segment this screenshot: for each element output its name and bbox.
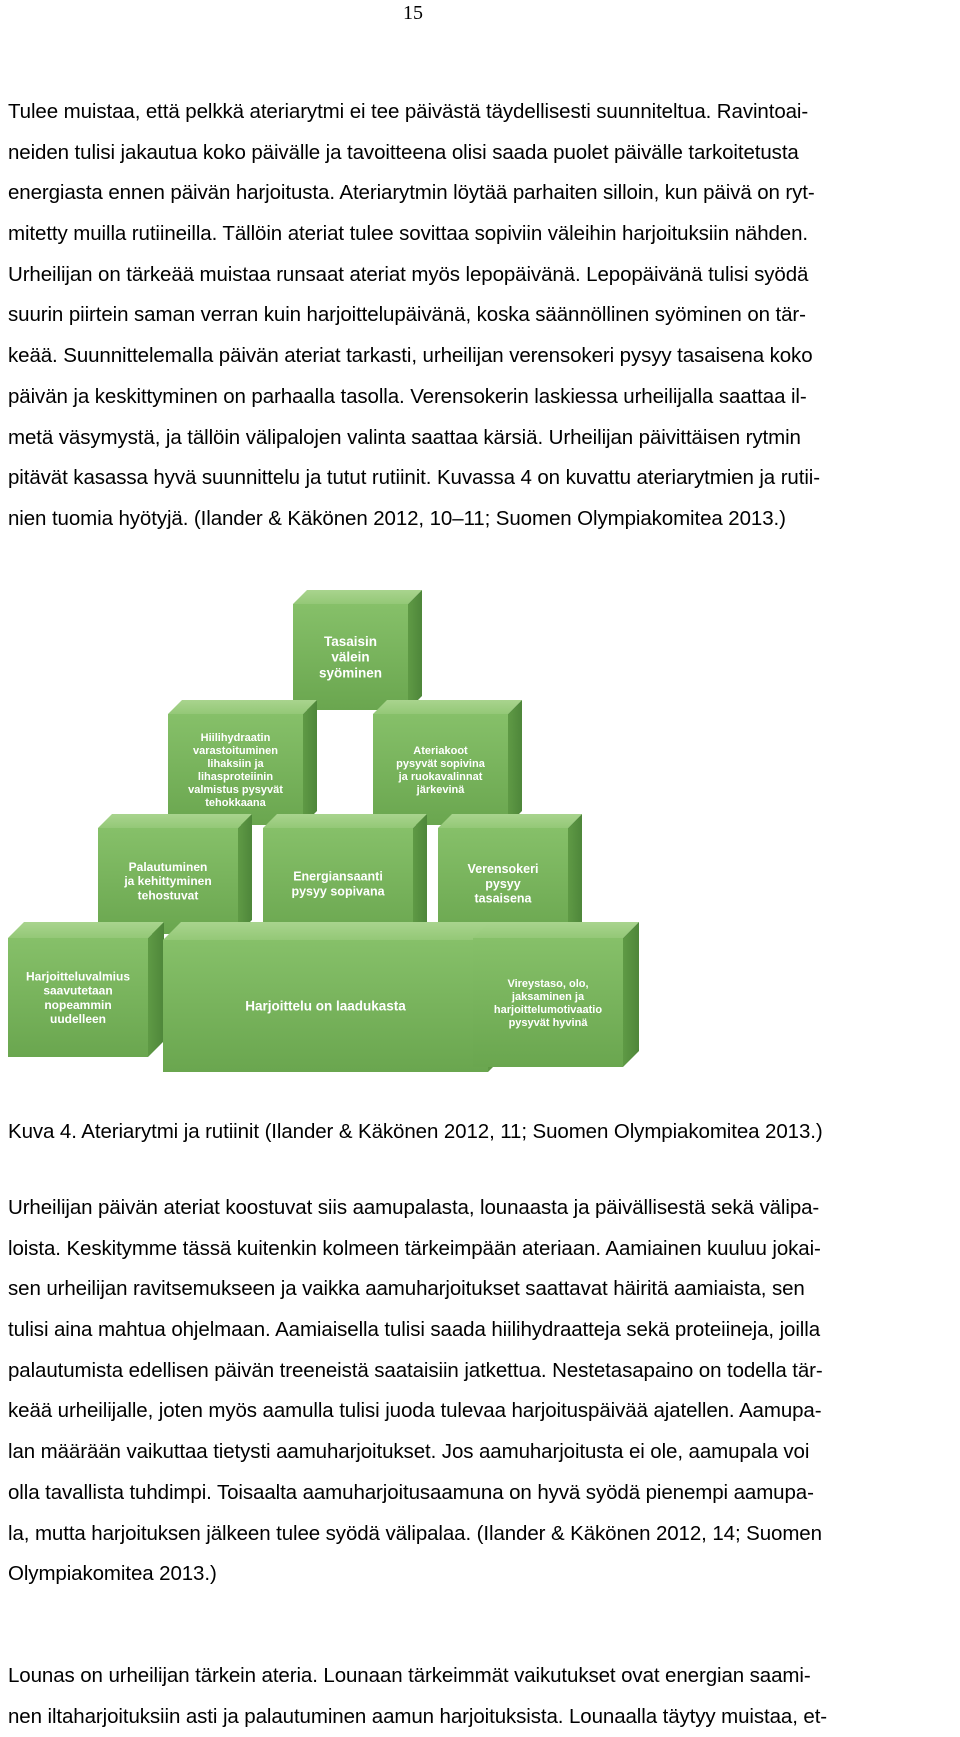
block-top-face — [163, 922, 506, 940]
pyramid-block — [263, 814, 427, 939]
text-line: Lounas on urheilijan tärkein ateria. Lounaan tärkeimmät vaikutukset ovat energian saami- — [8, 1664, 811, 1687]
text-line: energiasta ennen päivän harjoitusta. Ateriarytmin löytää parhaiten silloin, kun päivä on ryt- — [8, 181, 815, 205]
text-line: päivän ja keskittyminen on parhaalla tasolla. Verensokerin laskiessa urheilijalla saattaa il- — [8, 384, 807, 408]
block-label-line: ja ruokavalinnat — [398, 770, 483, 783]
block-top-face — [293, 590, 422, 604]
text-line: suurin piirtein saman verran kuin harjoittelupäivänä, koska säännöllinen syöminen on tär- — [8, 303, 806, 327]
block-top-face — [438, 814, 582, 828]
block-label-line: uudelleen — [49, 1011, 107, 1026]
block-label-line: lihasproteiinin — [197, 770, 274, 783]
block-label-line: saavutetaan — [43, 983, 113, 998]
text-line: mitetty muilla rutiineilla. Tällöin ateriat tulee sovittaa sopiviin väleihin harjoituksiin nähden. — [8, 222, 808, 246]
pyramid-block — [98, 814, 252, 934]
text-line: Tulee muistaa, että pelkkä ateriarytmi ei tee päivästä täydellisesti suunniteltua. Ravintoai- — [8, 100, 809, 123]
block-label-line: harjoittelumotivaatio — [493, 1003, 603, 1016]
block-label-line: syöminen — [318, 665, 383, 681]
block-label-line: järkevinä — [416, 783, 465, 796]
block-label-line: Tasaisin — [323, 633, 378, 649]
text-line: nien tuomia hyötyjä. (Ilander & Käkönen 2012, 10–11; Suomen Olympiakomitea 2013.) — [8, 506, 786, 530]
paragraph-meal-rhythm — [8, 92, 960, 540]
block-top-face — [8, 922, 164, 938]
block-label-line: välein — [331, 649, 370, 665]
block-top-face — [473, 922, 639, 938]
block-label-line: pysyy sopivana — [291, 884, 385, 899]
figure-block-pyramid — [8, 582, 728, 1092]
block-label-line: Ateriakoot — [413, 744, 468, 757]
text-line: loista. Keskitymme tässä kuitenkin kolmeen tärkeimpään ateriaan. Aamiainen kuuluu jokai- — [8, 1236, 821, 1260]
blocks-group — [8, 590, 639, 1072]
text-line: Urheilijan päivän ateriat koostuvat siis aamupalasta, lounaasta ja päivällisestä sekä välipa- — [8, 1196, 820, 1219]
block-label-line: nopeammin — [44, 997, 112, 1012]
block-top-face — [98, 814, 252, 828]
block-label-line: Energiansaanti — [293, 869, 383, 884]
block-label-line: pysyvät hyvinä — [508, 1016, 588, 1029]
caption-text: Kuva 4. Ateriarytmi ja rutiinit (Ilander & Käkönen 2012, 11; Suomen Olympiakomitea 2013.) — [8, 1120, 823, 1143]
pyramid-block — [373, 700, 522, 825]
text-line: keää. Suunnittelemalla päivän ateriat tarkasti, urheilijan verensokeri pysyy tasaisena koko — [8, 344, 813, 368]
block-top-face — [373, 700, 522, 714]
block-label-line: lihaksiin ja — [207, 757, 264, 770]
pyramid-block — [293, 590, 422, 710]
pyramid-block — [438, 814, 582, 939]
block-side-face — [623, 922, 639, 1067]
block-side-face — [508, 700, 522, 825]
text-line: olla tavallista tuhdimpi. Toisaalta aamuharjoitusaamuna on hyvä syödä pienempi aamupa- — [8, 1480, 814, 1504]
block-side-face — [413, 814, 427, 939]
paragraph-breakfast — [8, 1188, 960, 1595]
block-side-face — [238, 814, 252, 934]
block-label-line: Hiilihydraatin — [200, 731, 271, 744]
block-label-line: varastoituminen — [193, 744, 278, 757]
text-line: sen urheilijan ravitsemukseen ja vaikka aamuharjoitukset saattavat häiritä aamiaista, sen — [8, 1277, 805, 1301]
block-side-face — [303, 700, 317, 825]
block-label-line: Verensokeri — [467, 862, 539, 877]
block-side-face — [148, 922, 164, 1057]
text-line: palautumista edellisen päivän treeneistä saataisiin jatkettua. Nestetasapaino on todella tär- — [8, 1358, 823, 1382]
text-line: lan määrään vaikuttaa tietysti aamuharjoitukset. Jos aamuharjoitusta ei ole, aamupala voi — [8, 1440, 810, 1464]
block-label-line: pysyy — [485, 876, 521, 891]
text-line: la, mutta harjoituksen jälkeen tulee syödä välipalaa. (Ilander & Käkönen 2012, 14; Suomen — [8, 1521, 822, 1545]
text-line: pitävät kasassa hyvä suunnittelu ja tutut rutiinit. Kuvassa 4 on kuvattu ateriarytmien ja rutii- — [8, 466, 820, 490]
figure-caption — [8, 1112, 960, 1153]
pyramid-block — [168, 700, 317, 825]
block-label-line: jaksaminen ja — [511, 990, 585, 1003]
text-line: tulisi aina mahtua ohjelmaan. Aamiaisella tulisi saada hiilihydraatteja sekä proteiineja, joilla — [8, 1318, 821, 1342]
block-label-line: ja kehittyminen — [124, 874, 212, 889]
block-label-line: tehokkaana — [205, 796, 266, 809]
pyramid-block — [163, 922, 506, 1072]
block-top-face — [263, 814, 427, 828]
block-pyramid-illustration — [8, 582, 728, 1092]
block-label-line: Harjoittelu on laadukasta — [245, 998, 406, 1014]
pyramid-block — [473, 922, 639, 1067]
block-label-line: Palautuminen — [128, 860, 208, 875]
paragraph-lunch — [8, 1656, 960, 1737]
block-label-line: pysyvät sopivina — [396, 757, 485, 770]
block-top-face — [168, 700, 317, 714]
text-line: nen iltaharjoituksiin asti ja palautuminen aamun harjoituksista. Lounaalla täytyy muistaa, et- — [8, 1704, 828, 1728]
block-label-line: valmistus pysyvät — [188, 783, 283, 796]
text-line: metä väsymystä, ja tällöin välipalojen valinta saattaa kärsiä. Urheilijan päivittäisen rytmin — [8, 425, 801, 449]
block-label-line: Vireystaso, olo, — [507, 977, 589, 990]
text-line: keää urheilijalle, joten myös aamulla tulisi juoda tulevaa harjoituspäivää ajatellen. Aamupa- — [8, 1399, 822, 1423]
block-label-line: tasaisena — [474, 891, 532, 906]
block-side-face — [408, 590, 422, 710]
block-label-line: Harjoitteluvalmius — [25, 969, 131, 984]
page-number: 15 — [403, 2, 423, 24]
block-side-face — [568, 814, 582, 939]
text-line: Olympiakomitea 2013.) — [8, 1562, 217, 1586]
text-line: Urheilijan on tärkeää muistaa runsaat ateriat myös lepopäivänä. Lepopäivänä tulisi syödä — [8, 262, 809, 286]
block-label-line: tehostuvat — [137, 888, 199, 903]
pyramid-block — [8, 922, 164, 1057]
text-line: neiden tulisi jakautua koko päivälle ja tavoitteena olisi saada puolet päivälle tarkoitetusta — [8, 140, 799, 164]
